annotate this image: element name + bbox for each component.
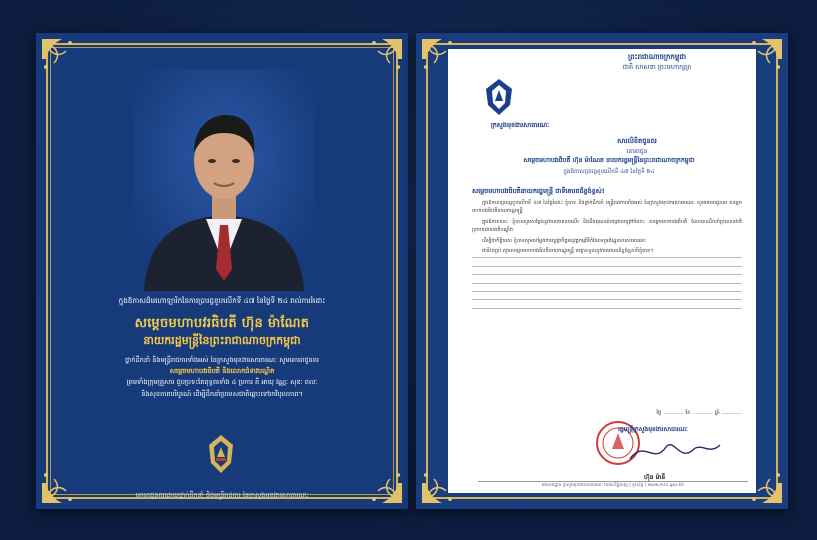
ministry-emblem-icon — [205, 433, 237, 475]
kingdom-heading: ព្រះរាជាណាចក្រកម្ពុជា — [627, 53, 686, 61]
body-paragraph: ជាទីបញ្ចប់ សូមសម្តេចមហាបវរធិបតីនាយករដ្ឋមន្ត្រី មេត្តាទទួលនូវការគោរពដ៏ខ្ពង់ខ្ពស់ពីខ្ញុំបាទ។ — [482, 248, 654, 255]
text-line — [472, 299, 742, 300]
text-line — [472, 266, 742, 267]
letter-title: សារលិខិតជូនពរ — [617, 137, 657, 145]
greeting-card-left — [36, 33, 408, 509]
letter-sheet — [448, 49, 756, 493]
ministry-name: ក្រសួងមុខងារសាធារណៈ — [490, 121, 550, 129]
body-paragraph: ក្នុងឱកាសនេះ ខ្ញុំបាទសូមសម្តែងនូវការកោតសរសើរ និងដឹងគុណយ៉ាងជ្រាលជ្រៅចំពោះ សម្តេចមហាបវរធិបតី ដែលបានដឹកនាំប្រទេសជាតិប្រកបដោយគតិបណ្ឌិត — [472, 218, 742, 234]
national-motto: ជាតិ សាសនា ព្រះមហាក្សត្រ — [622, 63, 692, 71]
ornament-corner-icon — [360, 37, 404, 81]
body-paragraph: ក្នុងឱកាសប្រារព្ធខួបលើកទី ៤៧ នៃថ្ងៃរំដោះ ខ្ញុំបាទ និងថ្នាក់ដឹកនាំ មន្ត្រីរាជការទាំងអស់ នៃក្រសួងមុខងារសាធារណៈ សូមគោរពជូនពរ សម្តេចមហាបវរធិបតីនាយករដ្ឋមន្ត្រី — [472, 200, 742, 215]
salutation: សម្តេចមហាបវរធិបតីនាយករដ្ឋមន្ត្រី ជាទីគោរពដ៏ខ្ពង់ខ្ពស់! — [472, 187, 605, 195]
wishes-line: ថ្នាក់ដឹកនាំ និងមន្ត្រីរាជការទាំងអស់ នៃក្រសួងមុខងារសាធារណៈ សូមគោរពជូនពរ — [125, 356, 319, 364]
wishes-line: ព្រមទាំងក្រុមគ្រួសារ ជួបប្រទះតែពុទ្ធពរទាំង ៤ ប្រការ គឺ អាយុ វណ្ណៈ សុខៈ ពលៈ — [126, 378, 318, 387]
letter-footer: អាសយដ្ឋាន ក្រសួងមុខងារសាធារណៈ រាជធានីភ្នំពេញ | ទូរស័ព្ទ | www.mcs.gov.kh — [478, 481, 748, 489]
signer-title: រដ្ឋមន្ត្រីក្រសួងមុខងារសាធារណៈ — [618, 426, 688, 433]
letter-card-right — [416, 33, 788, 509]
ministry-emblem-icon — [482, 77, 516, 117]
text-line — [472, 257, 742, 258]
addressee-line: សម្តេចមហាបវរធិបតី ហ៊ុន ម៉ាណែត នាយករដ្ឋមន្ត្រីនៃព្រះរាជាណាចក្រកម្ពុជា — [523, 157, 695, 164]
text-line — [472, 283, 742, 284]
leader-title: នាយករដ្ឋមន្ត្រីនៃព្រះរាជាណាចក្រកម្ពុជា — [143, 334, 301, 347]
text-line — [472, 274, 742, 275]
intro-text: ក្នុងឱកាសដ៏មហោឡារិកនៃការប្រារព្ធខួបលើកទី ៤៧ នៃថ្ងៃទី ២៤ រាល់ការរំដោះ — [118, 296, 326, 305]
left-footer: គោរពជូនពរដោយថ្នាក់ដឹកនាំ និងមន្ត្រីរាជការ នៃក្រសួងមុខងារសាធារណៈ — [135, 491, 309, 499]
body-paragraph: ដើម្បីជាកិត្តិយស ខ្ញុំបាទសូមសម្តែងការប្តេជ្ញាចិត្តអនុវត្តកម្មវិធីកំណែទម្រង់រដ្ឋបាលសាធារណៈ — [482, 237, 647, 244]
wishes-line-highlight: សម្តេចមហាបវរធិបតី និងលោកជំទាវបណ្ឌិត — [169, 367, 275, 376]
signature — [624, 433, 724, 469]
text-line — [472, 291, 742, 292]
occasion-line: ក្នុងឱកាសប្រារព្ធខួបលើកទី ៤៧ នៃថ្ងៃទី ២៤ — [563, 169, 655, 175]
wishes-line: និងសុខភាពបរិបូរណ៍ ដើម្បីដឹកនាំប្រទេសជាតិឆ្ពោះទៅរកវិបុលភាព។ — [141, 389, 303, 398]
ornament-corner-icon — [40, 37, 84, 81]
leader-name: សម្តេចមហាបវរធិបតី ហ៊ុន ម៉ាណែត — [134, 316, 310, 331]
signer-name: ហ៊ុន ម៉ានី — [644, 474, 666, 481]
leader-portrait — [134, 69, 314, 291]
letter-date: ថ្ងៃ ............ ខែ ............ ឆ្នាំ ............ — [656, 410, 742, 416]
text-line — [472, 308, 742, 309]
wishes-text — [76, 355, 368, 400]
letter-subtitle: គោរពជូន — [626, 148, 648, 155]
letter-body — [472, 199, 742, 316]
